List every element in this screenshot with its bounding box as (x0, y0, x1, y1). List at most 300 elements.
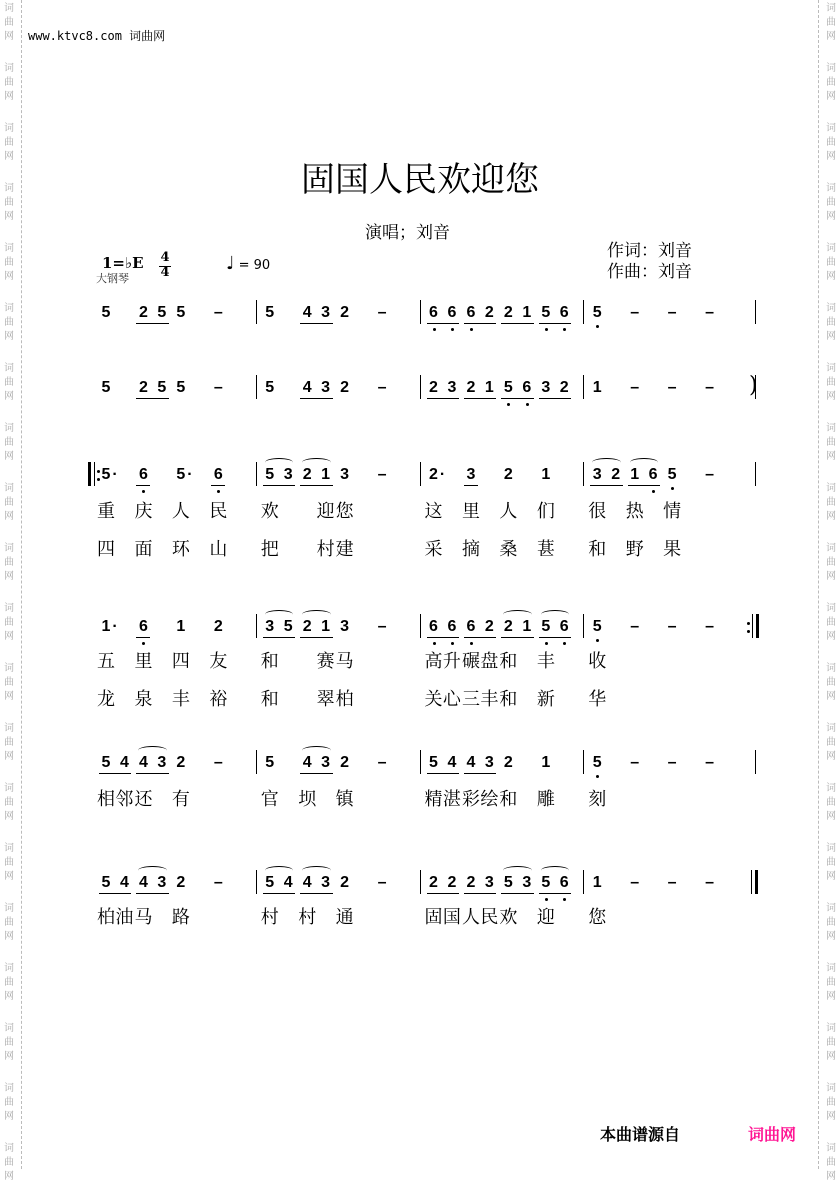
note: 5 (101, 304, 111, 321)
instrument: 大钢琴 (96, 272, 129, 285)
watermark-char: 曲 (4, 557, 14, 568)
beam-underline (464, 773, 496, 774)
watermark-char: 词 (4, 663, 14, 674)
lyric-char: 环 (171, 539, 190, 560)
watermark-char: 词 (826, 63, 836, 74)
watermark-char: 曲 (4, 497, 14, 508)
lyric-char: 情 (663, 501, 682, 522)
lyric-char: 民 (209, 501, 228, 522)
watermark-char: 词 (4, 363, 14, 374)
watermark-char: 词 (826, 3, 836, 14)
barline-end (755, 750, 756, 774)
note: 4 (302, 754, 312, 771)
low-octave-dot (433, 642, 436, 645)
note: 1 (101, 618, 111, 635)
note: 3 (541, 379, 551, 396)
beam-underline (464, 323, 496, 324)
note: 5 (503, 379, 513, 396)
note: 2 (176, 874, 186, 891)
watermark-char: 曲 (826, 197, 836, 208)
watermark-char: 词 (826, 543, 836, 554)
barline (583, 614, 584, 638)
barline (420, 375, 421, 399)
lyric-char: 重 (97, 501, 115, 522)
note: 4 (466, 754, 476, 771)
note: – (667, 379, 677, 396)
note: 6 (559, 304, 569, 321)
lyric-char: 碾 (461, 651, 480, 672)
watermark-char: 曲 (826, 377, 836, 388)
note: 1 (321, 618, 331, 635)
note: 1 (484, 379, 494, 396)
note: 5 (541, 874, 551, 891)
beam-underline (539, 893, 571, 894)
slur-arc (630, 458, 658, 467)
watermark-char: 词 (826, 783, 836, 794)
lyric-char: 翠 (316, 689, 335, 710)
lyric-char: 里 (461, 501, 480, 522)
beam-underline (539, 637, 571, 638)
repeat-dot (747, 630, 750, 633)
watermark-char: 曲 (826, 977, 836, 988)
beam-underline (464, 398, 496, 399)
slur-arc (265, 610, 293, 619)
beam-underline (501, 398, 533, 399)
low-octave-dot (217, 490, 220, 493)
lyric-char: 庆 (134, 501, 153, 522)
watermark-char: 网 (4, 931, 14, 942)
note: – (630, 304, 640, 321)
note: – (705, 618, 715, 635)
note: 2 (429, 874, 438, 891)
note: 2 (176, 754, 186, 771)
watermark-char: 词 (826, 723, 836, 734)
low-octave-dot (563, 898, 566, 901)
beam-underline (211, 485, 225, 486)
lyric-char: 油 (115, 907, 134, 928)
watermark-char: 曲 (826, 437, 836, 448)
lyric-char: 和 (499, 689, 518, 710)
beam-underline (263, 637, 295, 638)
final-thin (751, 870, 752, 894)
beam-underline (136, 773, 168, 774)
note: – (630, 618, 640, 635)
barline (420, 614, 421, 638)
note: 1 (541, 754, 551, 771)
watermark-char: 词 (4, 903, 14, 914)
final-barline (755, 870, 758, 894)
barline (256, 870, 257, 894)
lyric-char: 丰 (480, 689, 499, 710)
watermark-char: 曲 (4, 977, 14, 988)
lyric-char: 丰 (171, 689, 190, 710)
beam-underline (501, 893, 533, 894)
note: 1 (321, 466, 331, 483)
watermark-char: 网 (826, 31, 836, 42)
slur-arc (265, 458, 293, 467)
note: 2 (302, 466, 312, 483)
note: 1 (592, 874, 602, 891)
watermark-char: 网 (4, 451, 14, 462)
lyric-char: 您 (588, 907, 607, 928)
barline (420, 462, 421, 486)
watermark-char: 曲 (4, 1097, 14, 1108)
lyric-char: 高 (424, 651, 443, 672)
watermark-char: 网 (4, 571, 14, 582)
lyric-char: 摘 (461, 539, 480, 560)
lyric-char: 村 (298, 907, 317, 928)
note: 5 (101, 874, 111, 891)
beam-underline (539, 398, 571, 399)
lyric-char: 雕 (536, 789, 555, 810)
barline (583, 375, 584, 399)
beam-underline (263, 485, 295, 486)
beam-underline (464, 485, 478, 486)
watermark-char: 词 (4, 783, 14, 794)
watermark-char: 网 (826, 631, 836, 642)
note: 3 (484, 754, 494, 771)
lyric-char: 彩 (461, 789, 480, 810)
lyric-char: 很 (588, 501, 607, 522)
watermark-char: 词 (4, 243, 14, 254)
lyric-char: 民 (480, 907, 499, 928)
note: 3 (340, 466, 350, 483)
watermark-char: 曲 (4, 917, 14, 928)
watermark-char: 词 (826, 1143, 836, 1154)
note: – (667, 754, 677, 771)
lyric-char: 山 (209, 539, 228, 560)
watermark-char: 曲 (4, 197, 14, 208)
watermark-char: 词 (4, 303, 14, 314)
watermark-char: 网 (826, 91, 836, 102)
note: 4 (138, 754, 148, 771)
lyric-char: 您 (335, 501, 354, 522)
note: 4 (138, 874, 148, 891)
watermark-char: 词 (4, 123, 14, 134)
note: 5 (429, 754, 438, 771)
watermark-char: 词 (4, 1143, 14, 1154)
lyric-char: 把 (260, 539, 279, 560)
beam-underline (427, 323, 459, 324)
watermark-char: 曲 (826, 917, 836, 928)
watermark-char: 网 (826, 151, 836, 162)
lyric-char: 面 (134, 539, 153, 560)
lyric-char: 这 (424, 501, 443, 522)
watermark-char: 词 (826, 1023, 836, 1034)
note: 2 (559, 379, 569, 396)
watermark-char: 曲 (4, 317, 14, 328)
watermark-char: 网 (4, 631, 14, 642)
note: 4 (302, 304, 312, 321)
note: – (377, 754, 387, 771)
note: 5 (592, 304, 602, 321)
watermark-char: 曲 (826, 317, 836, 328)
watermark-char: 词 (4, 603, 14, 614)
lyric-char: 龙 (97, 689, 115, 710)
watermark-char: 词 (4, 483, 14, 494)
barline-end (755, 462, 756, 486)
watermark-char: 网 (4, 511, 14, 522)
beam-underline (136, 398, 168, 399)
closing-parenthesis: ) (749, 373, 758, 398)
note: 5 (265, 379, 275, 396)
note: 2 (466, 874, 476, 891)
lyric-char: 刻 (588, 789, 607, 810)
quarter-note-icon: ♩ (226, 253, 235, 274)
lyric-char: 四 (171, 651, 190, 672)
note: 2 (503, 754, 513, 771)
lyric-char: 马 (335, 651, 354, 672)
watermark-char: 曲 (826, 1037, 836, 1048)
watermark-char: 网 (826, 1171, 836, 1182)
watermark-char: 曲 (4, 437, 14, 448)
lyric-char: 迎 (316, 501, 335, 522)
note: 5 (265, 466, 275, 483)
note: – (705, 754, 715, 771)
lyric-char: 人 (499, 501, 518, 522)
beam-underline (427, 398, 459, 399)
lyric-char: 相 (97, 789, 115, 810)
lyric-char: 和 (499, 789, 518, 810)
watermark-char: 词 (826, 123, 836, 134)
source-site-link[interactable]: 词曲网 (748, 1125, 797, 1144)
note: 3 (466, 466, 476, 483)
lyric-char: 村 (316, 539, 335, 560)
note: 2 (503, 304, 513, 321)
barline (420, 750, 421, 774)
watermark-char: 网 (4, 331, 14, 342)
note: 3 (283, 466, 293, 483)
key-signature: 1=♭E (102, 254, 144, 272)
lyric-char: 人 (171, 501, 190, 522)
note: 2 (138, 304, 148, 321)
note: 1 (541, 466, 551, 483)
note: – (667, 304, 677, 321)
low-octave-dot (563, 642, 566, 645)
note: 3 (340, 618, 350, 635)
beam-underline (464, 637, 496, 638)
low-octave-dot (652, 490, 655, 493)
slur-arc (541, 866, 569, 875)
note: – (667, 874, 677, 891)
lyric-char: 友 (209, 651, 228, 672)
watermark-char: 网 (826, 751, 836, 762)
barline (583, 750, 584, 774)
beam-underline (136, 637, 150, 638)
barline (420, 300, 421, 324)
low-octave-dot (470, 642, 473, 645)
lyric-char: 裕 (209, 689, 228, 710)
note: – (213, 874, 223, 891)
note: – (377, 618, 387, 635)
augmentation-dot: · (439, 466, 446, 483)
low-octave-dot (142, 490, 145, 493)
lyric-char: 和 (260, 689, 279, 710)
note: 6 (466, 304, 476, 321)
note: 1 (630, 466, 640, 483)
watermark-char: 网 (826, 1111, 836, 1122)
lyric-char: 桑 (499, 539, 518, 560)
lyric-char: 野 (625, 539, 644, 560)
note: 2 (429, 379, 438, 396)
lyric-char: 果 (663, 539, 682, 560)
lyric-char: 国 (442, 907, 461, 928)
watermark-char: 网 (826, 571, 836, 582)
watermark-char: 曲 (826, 17, 836, 28)
watermark-char: 词 (4, 723, 14, 734)
note: 2 (466, 379, 476, 396)
lyric-char: 官 (260, 789, 279, 810)
lyric-char: 热 (625, 501, 644, 522)
note: 2 (213, 618, 223, 635)
beam-underline (99, 893, 131, 894)
watermark-char: 网 (826, 211, 836, 222)
note: 2 (447, 874, 457, 891)
barline (256, 750, 257, 774)
beam-underline (263, 893, 295, 894)
note: 5 (265, 754, 275, 771)
watermark-char: 网 (826, 271, 836, 282)
note: 5 (157, 379, 167, 396)
lyric-char: 镇 (335, 789, 354, 810)
watermark-char: 曲 (4, 257, 14, 268)
watermark-char: 词 (826, 903, 836, 914)
note: 4 (119, 874, 129, 891)
singer: 演唱；刘音 (365, 223, 450, 243)
lyric-char: 华 (588, 689, 607, 710)
lyric-char: 人 (461, 907, 480, 928)
augmentation-dot: · (112, 466, 118, 483)
low-octave-dot (526, 403, 529, 406)
watermark-char: 网 (826, 1051, 836, 1062)
note: 3 (592, 466, 602, 483)
note: 4 (302, 874, 312, 891)
beam-underline (300, 637, 332, 638)
repeat-dot (97, 470, 100, 473)
watermark-char: 词 (4, 963, 14, 974)
note: 5 (541, 304, 551, 321)
watermark-char: 曲 (4, 77, 14, 88)
note: 5 (592, 618, 602, 635)
note: 5 (503, 874, 513, 891)
slur-arc (302, 746, 330, 755)
slur-arc (302, 866, 330, 875)
low-octave-dot (545, 642, 548, 645)
note: – (213, 379, 223, 396)
barline (256, 614, 257, 638)
note: 3 (447, 379, 457, 396)
lyric-char: 绘 (480, 789, 499, 810)
note: – (377, 379, 387, 396)
beam-underline (427, 773, 459, 774)
site-url[interactable]: www.ktvc8.com 词曲网 (28, 29, 166, 43)
watermark-char: 网 (4, 31, 14, 42)
low-octave-dot (671, 487, 674, 490)
barline (256, 462, 257, 486)
watermark-char: 网 (4, 991, 14, 1002)
note: 1 (592, 379, 602, 396)
slur-arc (592, 458, 620, 467)
note: 4 (283, 874, 293, 891)
watermark-char: 曲 (826, 797, 836, 808)
slur-arc (265, 866, 293, 875)
lyric-char: 们 (536, 501, 555, 522)
beam-underline (300, 485, 332, 486)
slur-arc (138, 866, 166, 875)
repeat-dot (97, 478, 100, 481)
watermark-char: 词 (4, 423, 14, 434)
lyric-char: 三 (461, 689, 480, 710)
watermark-char: 网 (4, 91, 14, 102)
note: 3 (522, 874, 532, 891)
note: 5 (592, 754, 602, 771)
barline (256, 300, 257, 324)
watermark-char: 曲 (826, 497, 836, 508)
watermark-char: 词 (4, 1083, 14, 1094)
note: 5 (176, 379, 186, 396)
note: 6 (138, 466, 148, 483)
note: 6 (138, 618, 148, 635)
watermark-char: 网 (4, 151, 14, 162)
note: 6 (648, 466, 658, 483)
watermark-char: 网 (826, 991, 836, 1002)
low-octave-dot (545, 898, 548, 901)
watermark-char: 网 (4, 751, 14, 762)
watermark-char: 曲 (826, 77, 836, 88)
watermark-char: 网 (826, 691, 836, 702)
lyric-char: 丰 (536, 651, 555, 672)
note: 6 (447, 304, 457, 321)
watermark-char: 词 (826, 843, 836, 854)
low-octave-dot (545, 328, 548, 331)
slur-arc (503, 610, 531, 619)
low-octave-dot (142, 642, 145, 645)
note: 5 (667, 466, 677, 483)
note: 6 (447, 618, 457, 635)
repeat-start-thin (94, 462, 95, 486)
lyric-char: 坝 (298, 789, 317, 810)
note: 3 (157, 754, 167, 771)
note: 2 (340, 754, 350, 771)
watermark-char: 词 (4, 843, 14, 854)
lyric-char: 村 (260, 907, 279, 928)
watermark-char: 网 (826, 871, 836, 882)
barline (583, 462, 584, 486)
lyric-char: 建 (335, 539, 354, 560)
lyric-char: 葚 (536, 539, 555, 560)
note: 5 (101, 754, 111, 771)
note: – (630, 874, 640, 891)
note: 6 (559, 618, 569, 635)
watermark-char: 词 (826, 303, 836, 314)
lyric-char: 和 (588, 539, 607, 560)
lyric-char: 收 (588, 651, 607, 672)
note: 3 (265, 618, 275, 635)
watermark-char: 曲 (4, 1037, 14, 1048)
augmentation-dot: · (187, 466, 193, 483)
watermark-char: 曲 (4, 737, 14, 748)
note: 5 (176, 304, 186, 321)
beam-underline (136, 893, 168, 894)
watermark-char: 曲 (4, 797, 14, 808)
note: 1 (522, 618, 532, 635)
lyric-char: 马 (134, 907, 153, 928)
lyric-char: 泉 (134, 689, 153, 710)
lyric-char: 还 (134, 789, 153, 810)
watermark-char: 网 (826, 811, 836, 822)
watermark-char: 曲 (826, 257, 836, 268)
note: 2 (429, 466, 438, 483)
